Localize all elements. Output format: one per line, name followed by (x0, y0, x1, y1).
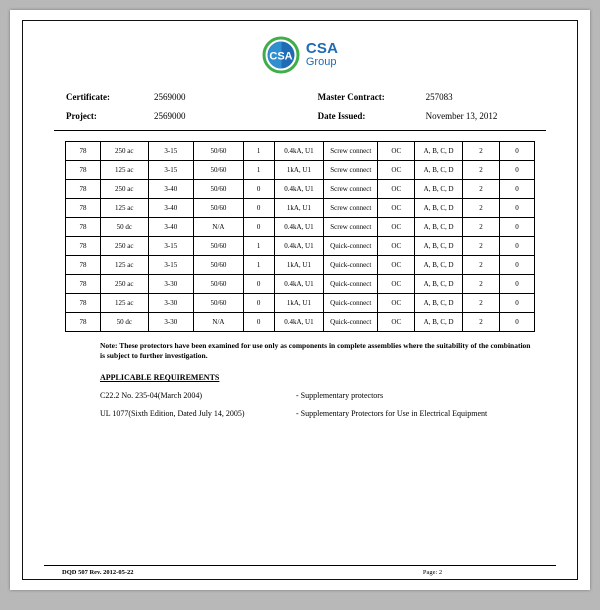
table-cell: Screw connect (324, 161, 378, 180)
date-issued-value: November 13, 2012 (425, 111, 498, 121)
table-cell: 250 ac (100, 142, 148, 161)
table-cell: 2 (462, 199, 499, 218)
table-cell: OC (378, 237, 415, 256)
note-text: Note: These protectors have been examined for use only as components in complete assemblies where the suitability of the combination is subject to further investigation. (100, 341, 531, 361)
table-cell: 2 (462, 142, 499, 161)
header-row-2 (66, 111, 550, 121)
master-contract-value: 257083 (425, 92, 453, 102)
table-cell: 78 (66, 142, 101, 161)
brand-name: CSA (305, 40, 339, 58)
table-cell: 0 (499, 294, 534, 313)
table-cell: 78 (66, 218, 101, 237)
page-content (44, 32, 556, 568)
table-cell: 1kA, U1 (274, 256, 324, 275)
requirement-row (100, 391, 556, 400)
table-cell: 78 (66, 237, 101, 256)
table-cell: 125 ac (100, 256, 148, 275)
table-cell: OC (378, 275, 415, 294)
table-cell: 78 (66, 180, 101, 199)
table-cell: 0 (499, 256, 534, 275)
brand-wordmark (306, 41, 338, 68)
table-cell: 0 (499, 161, 534, 180)
table-cell: 0 (499, 142, 534, 161)
table-cell: Quick-connect (324, 256, 378, 275)
table-cell: A, B, C, D (415, 199, 463, 218)
table-row (66, 313, 535, 332)
table-cell: 50/60 (194, 161, 244, 180)
table-cell: 1 (243, 256, 274, 275)
csa-logo-icon (262, 36, 300, 74)
table-cell: 0 (499, 199, 534, 218)
footer-doc-code: DQD 507 Rev. 2012-05-22 (62, 569, 134, 576)
table-cell: 0 (499, 313, 534, 332)
table-body (66, 142, 535, 332)
table-cell: 0 (499, 237, 534, 256)
master-contract-field (318, 92, 550, 102)
table-cell: A, B, C, D (415, 313, 463, 332)
table-cell: A, B, C, D (415, 294, 463, 313)
table-cell: A, B, C, D (415, 218, 463, 237)
table-cell: 2 (462, 313, 499, 332)
table-cell: OC (378, 313, 415, 332)
table-cell: 0 (243, 218, 274, 237)
table-row (66, 237, 535, 256)
table-cell: 0 (243, 199, 274, 218)
table-cell: 125 ac (100, 161, 148, 180)
table-cell: OC (378, 256, 415, 275)
table-cell: A, B, C, D (415, 275, 463, 294)
table-cell: 250 ac (100, 237, 148, 256)
requirement-standard: C22.2 No. 235-04(March 2004) (100, 391, 202, 401)
table-cell: 1kA, U1 (274, 161, 324, 180)
table-cell: 2 (462, 237, 499, 256)
table-cell: OC (378, 161, 415, 180)
table-cell: Screw connect (324, 199, 378, 218)
table-cell: 50/60 (194, 294, 244, 313)
table-cell: Quick-connect (324, 294, 378, 313)
table-cell: 3-40 (148, 218, 194, 237)
master-contract-label: Master Contract: (317, 92, 385, 102)
requirement-row (100, 409, 556, 418)
table-cell: Screw connect (324, 218, 378, 237)
table-cell: 78 (66, 313, 101, 332)
table-row (66, 161, 535, 180)
table-cell: 1 (243, 161, 274, 180)
table-cell: OC (378, 294, 415, 313)
table-cell: OC (378, 218, 415, 237)
table-cell: 3-15 (148, 256, 194, 275)
table-cell: A, B, C, D (415, 142, 463, 161)
table-cell: 0.4kA, U1 (274, 180, 324, 199)
table-cell: 50/60 (194, 275, 244, 294)
table-cell: 2 (462, 256, 499, 275)
certificate-value: 2569000 (154, 92, 186, 102)
table-cell: 50/60 (194, 256, 244, 275)
table-cell: 78 (66, 294, 101, 313)
table-cell: 0.4kA, U1 (274, 275, 324, 294)
table-cell: 3-30 (148, 294, 194, 313)
table-cell: A, B, C, D (415, 180, 463, 199)
table-cell: 50/60 (194, 199, 244, 218)
table-cell: 0.4kA, U1 (274, 142, 324, 161)
table-row (66, 199, 535, 218)
date-issued-field (318, 111, 550, 121)
brand-logo (44, 36, 556, 74)
table-cell: 78 (66, 275, 101, 294)
table-cell: 2 (462, 275, 499, 294)
table-cell: 1 (243, 237, 274, 256)
table-cell: A, B, C, D (415, 237, 463, 256)
table-cell: 0 (243, 180, 274, 199)
table-cell: 1kA, U1 (274, 199, 324, 218)
table-cell: 0.4kA, U1 (274, 313, 324, 332)
table-cell: 0 (499, 180, 534, 199)
table-cell: 125 ac (100, 294, 148, 313)
table-cell: 2 (462, 218, 499, 237)
table-cell: Quick-connect (324, 275, 378, 294)
requirement-standard: UL 1077(Sixth Edition, Dated July 14, 2005) (100, 409, 245, 419)
table-cell: 50/60 (194, 180, 244, 199)
page-footer (44, 565, 556, 576)
table-cell: 50 dc (100, 313, 148, 332)
table-cell: 50/60 (194, 237, 244, 256)
table-row (66, 275, 535, 294)
table-cell: 3-15 (148, 237, 194, 256)
table-row (66, 180, 535, 199)
table-cell: 3-40 (148, 180, 194, 199)
table-cell: 3-15 (148, 161, 194, 180)
requirement-description: - Supplementary Protectors for Use in Electrical Equipment (296, 409, 488, 419)
table-cell: 1 (243, 142, 274, 161)
table-cell: A, B, C, D (415, 256, 463, 275)
table-cell: 2 (462, 294, 499, 313)
table-cell: 0.4kA, U1 (274, 237, 324, 256)
table-cell: Screw connect (324, 180, 378, 199)
project-field (66, 111, 318, 121)
table-row (66, 218, 535, 237)
table-cell: 78 (66, 256, 101, 275)
table-cell: N/A (194, 313, 244, 332)
table-cell: 0.4kA, U1 (274, 218, 324, 237)
table-cell: Quick-connect (324, 313, 378, 332)
table-row (66, 294, 535, 313)
header-row-1 (66, 92, 550, 102)
date-issued-label: Date Issued: (317, 111, 366, 121)
table-cell: OC (378, 199, 415, 218)
table-cell: N/A (194, 218, 244, 237)
table-cell: Quick-connect (324, 237, 378, 256)
table-cell: 3-30 (148, 275, 194, 294)
certificate-field (66, 92, 318, 102)
table-cell: 78 (66, 161, 101, 180)
brand-subname: Group (305, 56, 337, 69)
table-cell: 78 (66, 199, 101, 218)
table-cell: 0 (499, 275, 534, 294)
table-cell: 0 (243, 294, 274, 313)
project-label: Project: (66, 111, 97, 121)
table-row (66, 142, 535, 161)
table-cell: 50 dc (100, 218, 148, 237)
table-cell: 0 (243, 275, 274, 294)
table-cell: 250 ac (100, 180, 148, 199)
table-cell: Screw connect (324, 142, 378, 161)
specification-table (65, 141, 535, 332)
table-cell: 50/60 (194, 142, 244, 161)
header-divider (54, 130, 546, 131)
certificate-label: Certificate: (66, 92, 110, 102)
table-cell: 250 ac (100, 275, 148, 294)
table-cell: OC (378, 142, 415, 161)
table-cell: 3-40 (148, 199, 194, 218)
table-cell: A, B, C, D (415, 161, 463, 180)
svg-text:CSA: CSA (269, 50, 293, 63)
document-page (10, 10, 590, 590)
table-cell: 0 (499, 218, 534, 237)
table-cell: 3-30 (148, 313, 194, 332)
table-row (66, 256, 535, 275)
certificate-header (66, 92, 550, 121)
table-cell: 2 (462, 161, 499, 180)
project-value: 2569000 (154, 111, 186, 121)
table-cell: 3-15 (148, 142, 194, 161)
applicable-requirements-heading: APPLICABLE REQUIREMENTS (100, 373, 220, 383)
table-cell: OC (378, 180, 415, 199)
requirement-description: - Supplementary protectors (296, 391, 384, 401)
table-cell: 0 (243, 313, 274, 332)
footer-page-number: Page: 2 (422, 569, 443, 576)
table-cell: 1kA, U1 (274, 294, 324, 313)
table-cell: 125 ac (100, 199, 148, 218)
table-cell: 2 (462, 180, 499, 199)
